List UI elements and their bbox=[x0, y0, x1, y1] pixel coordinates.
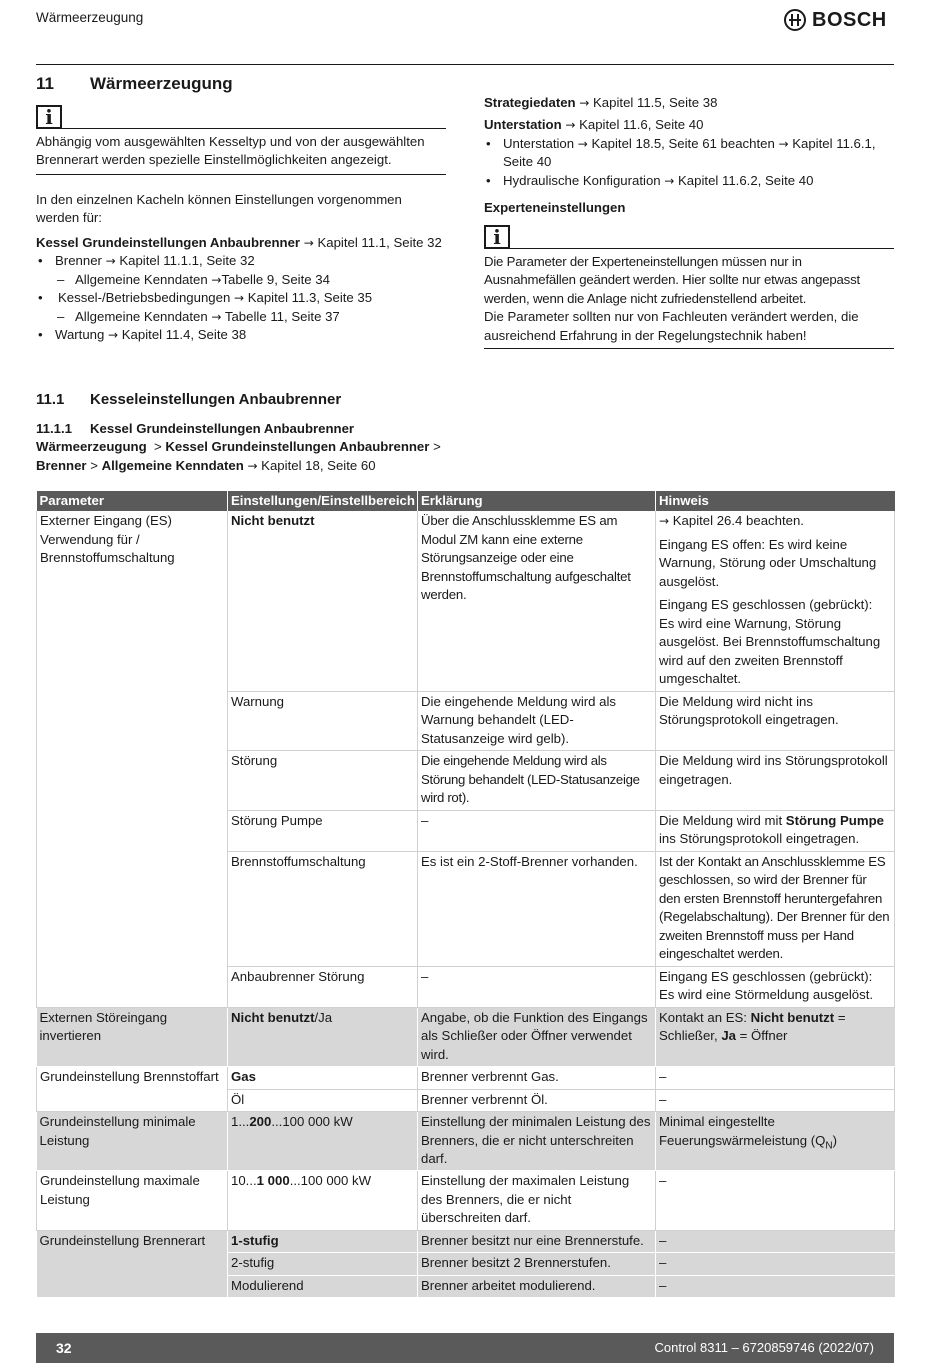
table-row bbox=[37, 1007, 895, 1066]
note-cell: – bbox=[656, 1171, 895, 1230]
range-min: 10... bbox=[231, 1173, 257, 1189]
section-title: Kesseleinstellungen Anbaubrenner bbox=[90, 391, 342, 408]
explanation-cell: Angabe, ob die Funktion des Eingangs als Schließer oder Öffner verwendet wird. bbox=[418, 1007, 656, 1066]
list-item bbox=[36, 326, 446, 344]
allg1-label: Allgemeine Kenndaten bbox=[75, 271, 212, 287]
kessel-item bbox=[36, 234, 446, 252]
unterstation-item bbox=[484, 116, 894, 134]
list-item bbox=[36, 271, 446, 289]
info-end-rule bbox=[36, 174, 446, 175]
note-cell bbox=[656, 1007, 895, 1066]
note-text: ) bbox=[832, 1132, 838, 1148]
unterstation-heading: Unterstation bbox=[484, 117, 562, 133]
info-box bbox=[36, 105, 446, 129]
subsection-heading bbox=[36, 420, 456, 438]
param-cell: Externer Eingang (ES) Verwendung für / Brennstoffumschaltung bbox=[37, 511, 228, 1007]
list-item bbox=[484, 135, 894, 172]
dash-icon: – bbox=[57, 308, 65, 324]
subsection-number: 11.1.1 bbox=[36, 421, 72, 436]
note-cell bbox=[656, 810, 895, 851]
info-text: Abhängig vom ausgewählten Kesseltyp und von der ausgewählten Brennerart werden spezielle Einstellmöglichkeiten angezeigt. bbox=[36, 133, 425, 168]
note-subscript: N bbox=[825, 1140, 833, 1152]
explanation-cell: Die eingehende Meldung wird als Warnung behandelt (LED-Statusanzeige wird gelb). bbox=[418, 691, 656, 750]
wartung-ref: Kapitel 11.4, Seite 38 bbox=[118, 327, 247, 343]
page-number: 32 bbox=[56, 1340, 72, 1356]
right-arrow-icon: → bbox=[664, 173, 675, 188]
setting-cell bbox=[228, 1007, 418, 1066]
note-text-bold: Störung Pumpe bbox=[785, 812, 884, 828]
note-cell: Ist der Kontakt an Anschlussklemme ES geschlossen, so wird der Brenner für den ersten Brennstoff heruntergefahren (Regelabschaltung). Der Brenner für den zweiten Brennstoff muss per Hand eingeschaltet werden. bbox=[656, 851, 895, 966]
col-header-parameter: Parameter bbox=[37, 491, 228, 511]
note-text-bold: Ja bbox=[721, 1028, 736, 1044]
setting-cell: 1-stufig bbox=[228, 1230, 418, 1252]
note-text: ins Störungsprotokoll eingetragen. bbox=[659, 831, 860, 847]
strategie-ref: Kapitel 11.5, Seite 38 bbox=[589, 95, 718, 110]
list-item bbox=[36, 308, 446, 326]
path-step: Wärmeerzeugung bbox=[36, 439, 147, 455]
range-min: 1... bbox=[231, 1114, 250, 1130]
table-row bbox=[37, 1112, 895, 1171]
explanation-cell: Brenner verbrennt Gas. bbox=[418, 1067, 656, 1089]
strategie-item bbox=[484, 94, 894, 112]
range-max: ...100 000 kW bbox=[289, 1173, 372, 1189]
setting-cell: Nicht benutzt bbox=[228, 511, 418, 691]
bullet-icon: • bbox=[486, 172, 491, 188]
right-arrow-icon: → bbox=[577, 136, 588, 151]
table-row bbox=[37, 1067, 895, 1089]
note-text: Minimal eingestellte Feuerungswärmeleistung (Q bbox=[659, 1114, 826, 1148]
col-header-settings: Einstellungen/Einstellbereich bbox=[228, 491, 418, 511]
path-step: Brenner bbox=[36, 457, 87, 473]
note-text: = Öffner bbox=[735, 1028, 788, 1044]
running-header-title: Wärmeerzeugung bbox=[36, 10, 144, 25]
experten-heading: Experteneinstellungen bbox=[484, 200, 626, 216]
setting-cell: Brennstoffumschaltung bbox=[228, 851, 418, 966]
right-column bbox=[484, 94, 894, 349]
setting-cell: Warnung bbox=[228, 691, 418, 750]
dash-icon: – bbox=[57, 271, 65, 287]
note-cell: Eingang ES geschlossen (gebrückt): Es wird eine Störmeldung ausgelöst. bbox=[656, 966, 895, 1007]
chapter-number: 11 bbox=[36, 74, 54, 93]
note-cell: – bbox=[656, 1089, 895, 1111]
right-arrow-icon: → bbox=[247, 458, 258, 473]
setting-cell: Gas bbox=[228, 1067, 418, 1089]
path-step: Allgemeine Kenndaten bbox=[101, 457, 244, 473]
explanation-cell: Brenner verbrennt Öl. bbox=[418, 1089, 656, 1111]
note-text: Die Meldung wird mit bbox=[659, 812, 786, 828]
note-cell: – bbox=[656, 1230, 895, 1252]
info-end-rule bbox=[484, 348, 894, 349]
info-icon: i bbox=[484, 225, 510, 249]
setting-cell: Öl bbox=[228, 1089, 418, 1111]
explanation-cell: Es ist ein 2-Stoff-Brenner vorhanden. bbox=[418, 851, 656, 966]
brenner-ref: Kapitel 11.1.1, Seite 32 bbox=[115, 253, 255, 269]
bosch-armature-icon bbox=[784, 9, 806, 31]
right-arrow-icon: → bbox=[105, 254, 116, 269]
explanation-cell: Die eingehende Meldung wird als Störung behandelt (LED-Statusanzeige wird rot). bbox=[418, 751, 656, 810]
explanation-cell: Brenner besitzt nur eine Brennerstufe. bbox=[418, 1230, 656, 1252]
note-text-bold: Nicht benutzt bbox=[750, 1009, 835, 1025]
wartung-label: Wartung bbox=[55, 327, 105, 343]
allg2-label: Allgemeine Kenndaten bbox=[75, 308, 208, 324]
setting-cell: Modulierend bbox=[228, 1275, 418, 1297]
param-cell: Grundeinstellung minimale Leistung bbox=[37, 1112, 228, 1171]
info-rule bbox=[62, 128, 446, 129]
note-cell bbox=[656, 511, 895, 691]
path-step: Kessel Grundeinstellungen Anbaubrenner bbox=[165, 439, 430, 455]
note-text: Kapitel 26.4 beachten. bbox=[669, 513, 804, 529]
setting-option: /Ja bbox=[314, 1009, 333, 1025]
col-header-explanation: Erklärung bbox=[418, 491, 656, 511]
setting-cell: Anbaubrenner Störung bbox=[228, 966, 418, 1007]
right-arrow-icon: → bbox=[303, 235, 314, 250]
setting-default: Nicht benutzt bbox=[231, 1009, 315, 1025]
explanation-cell: Brenner besitzt 2 Brennerstufen. bbox=[418, 1253, 656, 1275]
bosch-logo-text: BOSCH bbox=[812, 9, 887, 31]
kessel-heading: Kessel Grundeinstellungen Anbaubrenner bbox=[36, 234, 301, 250]
list-item bbox=[36, 289, 446, 307]
section-heading bbox=[36, 389, 341, 410]
unter1-ref: Kapitel 18.5, Seite 61 beachten bbox=[587, 135, 779, 151]
betrieb-label: Kessel-/Betriebsbedingungen bbox=[58, 290, 231, 306]
note-cell: – bbox=[656, 1067, 895, 1089]
document-id: Control 8311 – 6720859746 (2022/07) bbox=[654, 1340, 874, 1355]
list-item bbox=[36, 252, 446, 270]
explanation-cell: Einstellung der minimalen Leistung des Brenners, die er nicht unterschreiten darf. bbox=[418, 1112, 656, 1171]
right-arrow-icon: → bbox=[778, 136, 789, 151]
table-row bbox=[37, 1171, 895, 1230]
note-cell: Die Meldung wird ins Störungsprotokoll eingetragen. bbox=[656, 751, 895, 810]
param-cell: Grundeinstellung Brennerart bbox=[37, 1230, 228, 1297]
note-cell: – bbox=[656, 1253, 895, 1275]
bullet-icon: • bbox=[38, 327, 43, 343]
explanation-cell: Über die Anschlussklemme ES am Modul ZM kann eine externe Störungsanzeige oder eine Brennstoffumschaltung aufgeschaltet werden. bbox=[418, 511, 656, 691]
right-arrow-icon: → bbox=[211, 309, 222, 324]
header-rule bbox=[36, 64, 894, 65]
setting-cell bbox=[228, 1171, 418, 1230]
right-arrow-icon: → bbox=[659, 514, 670, 529]
table-header-row bbox=[37, 491, 895, 511]
allg1-ref: Tabelle 9, Seite 34 bbox=[221, 271, 330, 287]
range-default: 200 bbox=[249, 1114, 272, 1130]
range-default: 1 000 bbox=[256, 1173, 290, 1189]
left-column bbox=[36, 72, 446, 345]
kessel-ref: Kapitel 11.1, Seite 32 bbox=[313, 234, 442, 250]
explanation-cell: Brenner arbeitet modulierend. bbox=[418, 1275, 656, 1297]
right-arrow-icon: → bbox=[579, 96, 590, 110]
setting-cell: Störung Pumpe bbox=[228, 810, 418, 851]
param-cell: Externen Störeingang invertieren bbox=[37, 1007, 228, 1066]
setting-cell: Störung bbox=[228, 751, 418, 810]
info-rule bbox=[510, 248, 894, 249]
right-arrow-icon: → bbox=[108, 328, 119, 343]
note-cell: Die Meldung wird nicht ins Störungsprotokoll eingetragen. bbox=[656, 691, 895, 750]
brenner-label: Brenner bbox=[55, 253, 102, 269]
right-arrow-icon: → bbox=[211, 272, 222, 287]
unterstation-ref: Kapitel 11.6, Seite 40 bbox=[575, 117, 704, 133]
note-text: Kontakt an ES: bbox=[659, 1009, 751, 1025]
info-box bbox=[484, 225, 894, 249]
note-line bbox=[659, 512, 891, 530]
unter2-ref: Kapitel 11.6.2, Seite 40 bbox=[674, 172, 814, 188]
note-line: Eingang ES geschlossen (gebrückt): Es wird eine Warnung, Störung ausgelöst. Bei Brennstoffumschaltung wird auf den zweiten Brennstoff umgeschaltet. bbox=[659, 597, 881, 687]
experten-text-1: Die Parameter der Experteneinstellungen müssen nur in Ausnahmefällen geändert werden. Hier sollte nur etwas angepasst werden, wenn die Anlage nicht zufriedenstellend arbeitet. bbox=[484, 253, 860, 306]
setting-cell bbox=[228, 1112, 418, 1171]
explanation-cell: – bbox=[418, 810, 656, 851]
info-icon: i bbox=[36, 105, 62, 129]
col-header-note: Hinweis bbox=[656, 491, 895, 511]
bullet-icon: • bbox=[486, 135, 491, 151]
experten-text-2: Die Parameter sollten nur von Fachleuten verändert werden, die ausreichend Erfahrung in der Regelungstechnik haben! bbox=[484, 309, 859, 343]
menu-path: Wärmeerzeugung > Kessel Grundeinstellungen Anbaubrenner > Brenner > Allgemeine Kenndaten → Kapitel 18, Seite 60 bbox=[36, 439, 441, 473]
bullet-icon: • bbox=[38, 253, 43, 269]
subsection-title: Kessel Grundeinstellungen Anbaubrenner bbox=[90, 421, 355, 436]
chapter-title: Wärmeerzeugung bbox=[90, 74, 233, 93]
param-cell: Grundeinstellung maximale Leistung bbox=[37, 1171, 228, 1230]
bosch-logo bbox=[784, 6, 887, 34]
setting-cell: 2-stufig bbox=[228, 1253, 418, 1275]
note-cell bbox=[656, 1112, 895, 1171]
subsection-block bbox=[36, 420, 456, 475]
table-row bbox=[37, 511, 895, 691]
unter2-label: Hydraulische Konfiguration bbox=[503, 172, 665, 188]
unter1-ref2: Kapitel 11.6.1, Seite 40 bbox=[503, 135, 876, 170]
param-cell: Grundeinstellung Brennstoffart bbox=[37, 1067, 228, 1112]
table-row bbox=[37, 1230, 895, 1252]
note-line: Eingang ES offen: Es wird keine Warnung, Störung oder Umschaltung ausgelöst. bbox=[659, 536, 877, 589]
betrieb-ref: Kapitel 11.3, Seite 35 bbox=[244, 290, 373, 306]
right-arrow-icon: → bbox=[565, 118, 576, 133]
unter1-label: Unterstation bbox=[503, 135, 578, 151]
explanation-cell: – bbox=[418, 966, 656, 1007]
intro-text: In den einzelnen Kacheln können Einstellungen vorgenommen werden für: bbox=[36, 191, 402, 226]
right-arrow-icon: → bbox=[233, 291, 245, 306]
range-max: ...100 000 kW bbox=[271, 1114, 353, 1130]
section-number: 11.1 bbox=[36, 391, 65, 408]
bullet-icon: • bbox=[38, 290, 43, 306]
path-ref: Kapitel 18, Seite 60 bbox=[257, 457, 376, 473]
page-footer bbox=[36, 1333, 894, 1363]
explanation-cell: Einstellung der maximalen Leistung des Brenners, die er nicht überschreiten darf. bbox=[418, 1171, 656, 1230]
chapter-heading bbox=[36, 72, 446, 96]
list-item bbox=[484, 172, 894, 190]
note-cell: – bbox=[656, 1275, 895, 1297]
note-text: = Schließer, bbox=[659, 1009, 846, 1044]
parameter-table bbox=[36, 491, 895, 1298]
strategie-heading: Strategiedaten bbox=[484, 95, 576, 110]
allg2-ref: Tabelle 11, Seite 37 bbox=[221, 308, 340, 324]
